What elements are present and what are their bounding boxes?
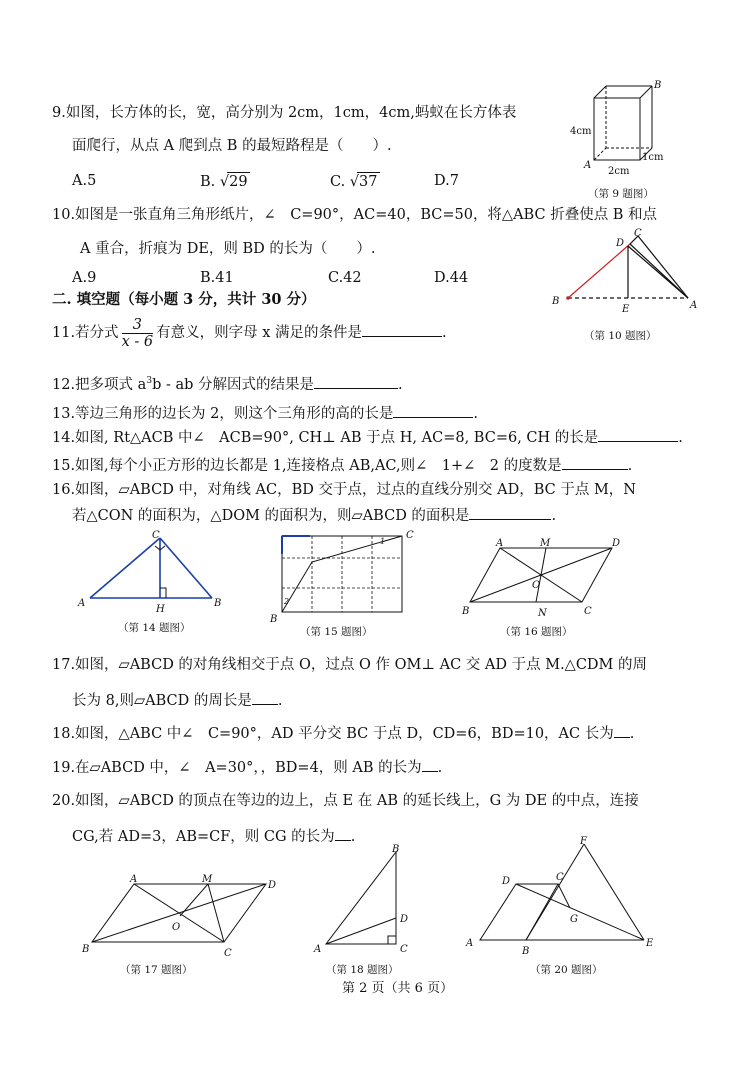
q20-line2: CG,若 AD=3，AB=CF，则 CG 的长为 . bbox=[72, 826, 355, 846]
q10-option-b: B.41 bbox=[200, 270, 234, 286]
q10-option-c: C.42 bbox=[328, 270, 362, 286]
q9-option-b: B. √29 bbox=[200, 174, 248, 190]
q18-label-b: B bbox=[392, 844, 400, 855]
q20-figure bbox=[460, 832, 660, 956]
q18-figure-caption: （第 18 题图） bbox=[326, 964, 399, 976]
q14-label-b: B bbox=[214, 598, 222, 609]
q16-parallelogram-figure bbox=[460, 538, 630, 618]
q16-label-m: M bbox=[540, 538, 551, 549]
q10-label-e: E bbox=[622, 304, 630, 315]
q19: 19.在▱ABCD 中，∠ A=30°，，BD=4，则 AB 的长为 . bbox=[52, 757, 442, 777]
q17-label-a: A bbox=[130, 874, 138, 885]
q17-label-c: C bbox=[224, 948, 232, 959]
q10-label-b: B bbox=[552, 296, 560, 307]
q11: 11.若分式 $\frac{3}{x - 6}$ 有意义，则字母 x 满足的条件是 . bbox=[52, 316, 447, 350]
q15: 15.如图,每个小正方形的边长都是 1,连接格点 AB,AC,则∠ 1+∠ 2 的度数是 . bbox=[52, 455, 632, 475]
q14-label-c: C bbox=[152, 530, 160, 541]
q14-triangle-figure bbox=[76, 526, 236, 616]
q12: 12.把多项式 $a^3b$ - ab 分解因式的结果是 . bbox=[52, 372, 403, 394]
q17-label-b: B bbox=[82, 944, 90, 955]
q10-figure-caption: （第 10 题图） bbox=[584, 330, 657, 342]
q10-label-c: C bbox=[634, 228, 642, 239]
q16-label-c: C bbox=[584, 606, 592, 617]
q15-figure-caption: （第 15 题图） bbox=[300, 626, 373, 638]
section-2-heading: 二. 填空题（每小题 3 分，共计 30 分） bbox=[52, 291, 316, 308]
q14: 14.如图, Rt△ACB 中∠ ACB=90°, CH⊥ AB 于点 H, AC=8, BC=6, CH 的长是 . bbox=[52, 427, 683, 447]
q15-angle-2: 2 bbox=[284, 597, 290, 606]
q18-label-c: C bbox=[400, 944, 408, 955]
q16-label-o: O bbox=[532, 580, 541, 591]
q9-label-length: 2cm bbox=[608, 166, 630, 177]
q20-label-d: D bbox=[502, 876, 511, 887]
q16-label-a: A bbox=[496, 538, 504, 549]
q17-parallelogram-figure bbox=[80, 870, 290, 960]
q20-label-f: F bbox=[580, 836, 587, 847]
q9-line2: 面爬行，从点 A 爬到点 B 的最短路程是（ ）. bbox=[72, 138, 392, 154]
q16-figure-caption: （第 16 题图） bbox=[500, 626, 573, 638]
q17-label-m: M bbox=[202, 874, 213, 885]
q18-label-d: D bbox=[400, 914, 409, 925]
q20-label-g: G bbox=[570, 914, 578, 925]
q16-line1: 16.如图，▱ABCD 中，对角线 AC，BD 交于点，过点的直线分别交 AD，BC 于点 M，N bbox=[52, 482, 636, 498]
q20-label-c: C bbox=[556, 872, 564, 883]
q10-fold-figure bbox=[548, 228, 698, 318]
q14-figure-caption: （第 14 题图） bbox=[118, 622, 191, 634]
q9-option-a: A.5 bbox=[72, 173, 97, 189]
q9-label-a: A bbox=[584, 160, 592, 171]
q20-figure-caption: （第 20 题图） bbox=[530, 964, 603, 976]
q14-label-a: A bbox=[78, 598, 86, 609]
q17-label-d: D bbox=[268, 880, 277, 891]
q15-angle-1: 1 bbox=[380, 537, 386, 546]
q18: 18.如图，△ABC 中∠ C=90°，AD 平分交 BC 于点 D，CD=6，BD=10，AC 长为 . bbox=[52, 723, 634, 743]
q17-line1: 17.如图，▱ABCD 的对角线相交于点 O，过点 O 作 OM⊥ AC 交 AD 于点 M.△CDM 的周 bbox=[52, 657, 648, 673]
q14-label-h: H bbox=[156, 604, 165, 615]
q16-label-n: N bbox=[538, 608, 547, 619]
q20-line1: 20.如图，▱ABCD 的顶点在等边的边上，点 E 在 AB 的延长线上，G 为 DE 的中点，连接 bbox=[52, 793, 639, 809]
q16-label-d: D bbox=[612, 538, 621, 549]
q10-option-a: A.9 bbox=[72, 270, 97, 286]
q16-line2: 若△CON 的面积为，△DOM 的面积为，则▱ABCD 的面积是 . bbox=[72, 505, 556, 525]
q9-line1: 9.如图，长方体的长，宽，高分别为 2cm，1cm，4cm,蚂蚁在长方体表 bbox=[52, 105, 517, 121]
q16-label-b: B bbox=[462, 606, 470, 617]
q11-fraction: $\frac{3}{x - 6}$ bbox=[121, 316, 154, 350]
q18-triangle-figure bbox=[310, 844, 420, 960]
q20-label-a: A bbox=[466, 938, 474, 949]
q20-label-b: B bbox=[522, 946, 530, 957]
page-number-footer: 第 2 页（共 6 页） bbox=[342, 981, 454, 996]
q15-label-b: B bbox=[270, 614, 278, 625]
q13: 13.等边三角形的边长为 2，则这个三角形的高的长是 . bbox=[52, 403, 478, 423]
q9-label-height: 4cm bbox=[570, 126, 592, 137]
q9-option-c: C. √37 bbox=[330, 174, 378, 190]
q17-label-o: O bbox=[172, 922, 181, 933]
q17-line2: 长为 8,则▱ABCD 的周长是 . bbox=[72, 690, 282, 710]
q10-option-d: D.44 bbox=[434, 270, 469, 286]
q10-line1: 10.如图是一张直角三角形纸片，∠ C=90°，AC=40，BC=50，将△ABC 折叠使点 B 和点 bbox=[52, 207, 658, 223]
q9-cuboid-figure bbox=[570, 78, 670, 188]
q9-option-d: D.7 bbox=[434, 173, 459, 189]
q9-label-width: 1cm bbox=[642, 152, 664, 163]
q20-label-e: E bbox=[646, 938, 654, 949]
q15-label-c: C bbox=[406, 530, 414, 541]
q9-figure-caption: （第 9 题图） bbox=[588, 188, 654, 200]
q10-line2: A 重合，折痕为 DE，则 BD 的长为（ ）. bbox=[80, 241, 376, 257]
q9-label-b: B bbox=[654, 80, 662, 91]
q18-label-a: A bbox=[314, 944, 322, 955]
q10-label-a: A bbox=[690, 300, 698, 311]
q15-grid-figure bbox=[262, 528, 422, 628]
q17-figure-caption: （第 17 题图） bbox=[120, 964, 193, 976]
q10-label-d: D bbox=[616, 238, 625, 249]
